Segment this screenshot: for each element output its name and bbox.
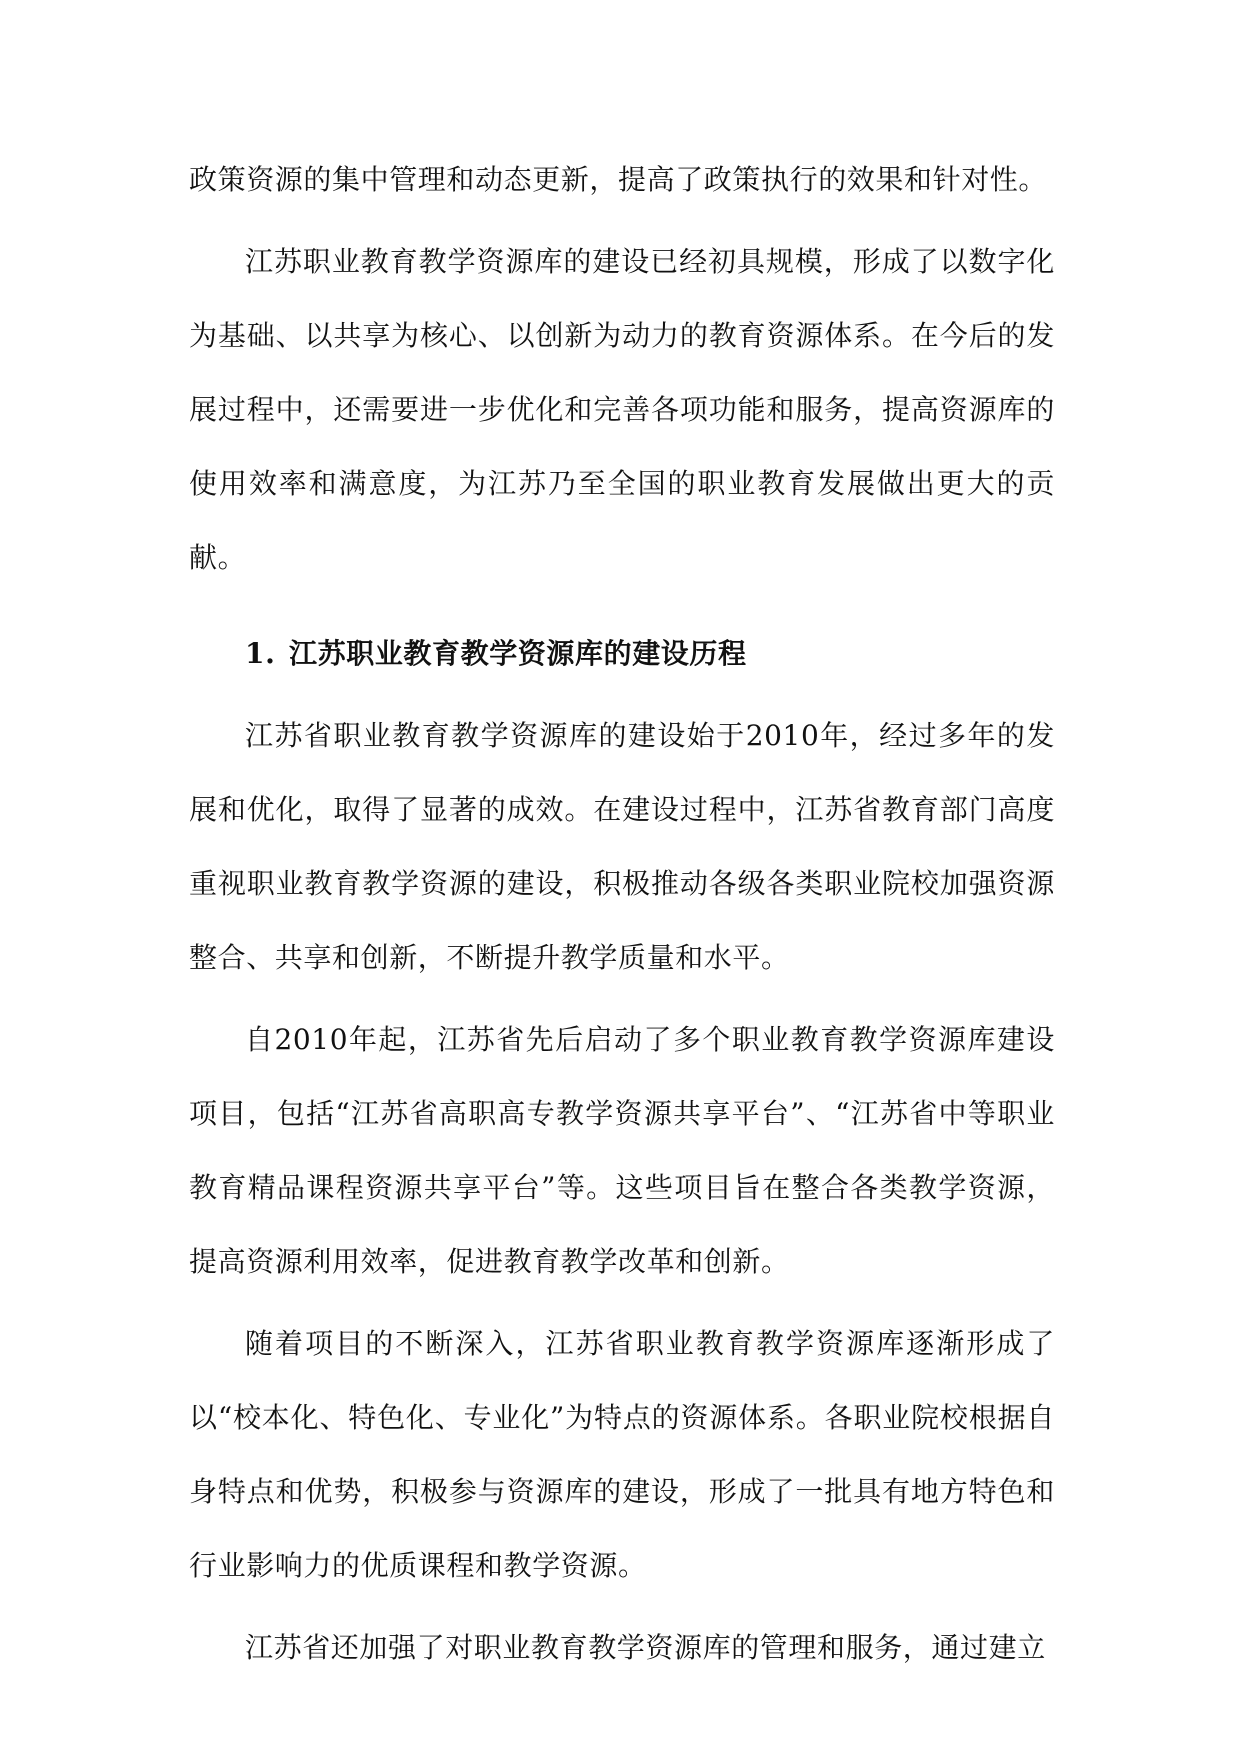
paragraph-history-intro: 江苏省职业教育教学资源库的建设始于2010年，经过多年的发展和优化，取得了显著的成效。在建设过程中，江苏省教育部门高度重视职业教育教学资源的建设，积极推动各级各类职业院校加强资源整合、共享和创新，不断提升教学质量和水平。	[189, 719, 1055, 974]
section-title: 江苏职业教育教学资源库的建设历程	[289, 637, 747, 670]
paragraph-management: 江苏省还加强了对职业教育教学资源库的管理和服务，通过建立	[245, 1631, 1046, 1664]
section-number: 1.	[245, 637, 276, 670]
paragraph-projects: 自2010年起，江苏省先后启动了多个职业教育教学资源库建设项目，包括“江苏省高职高专教学资源共享平台”、“江苏省中等职业教育精品课程资源共享平台”等。这些项目旨在整合各类教学资源，提高资源利用效率，促进教育教学改革和创新。	[189, 1023, 1055, 1278]
section-heading	[189, 617, 1055, 691]
document-body	[189, 143, 1055, 1693]
paragraph-resource-system: 随着项目的不断深入，江苏省职业教育教学资源库逐渐形成了以“校本化、特色化、专业化”为特点的资源体系。各职业院校根据自身特点和优势，积极参与资源库的建设，形成了一批具有地方特色和行业影响力的优质课程和教学资源。	[189, 1327, 1055, 1582]
paragraph-summary: 江苏职业教育教学资源库的建设已经初具规模，形成了以数字化为基础、以共享为核心、以创新为动力的教育资源体系。在今后的发展过程中，还需要进一步优化和完善各项功能和服务，提高资源库的使用效率和满意度，为江苏乃至全国的职业教育发展做出更大的贡献。	[189, 245, 1055, 574]
paragraph-continued: 政策资源的集中管理和动态更新，提高了政策执行的效果和针对性。	[189, 163, 1048, 196]
